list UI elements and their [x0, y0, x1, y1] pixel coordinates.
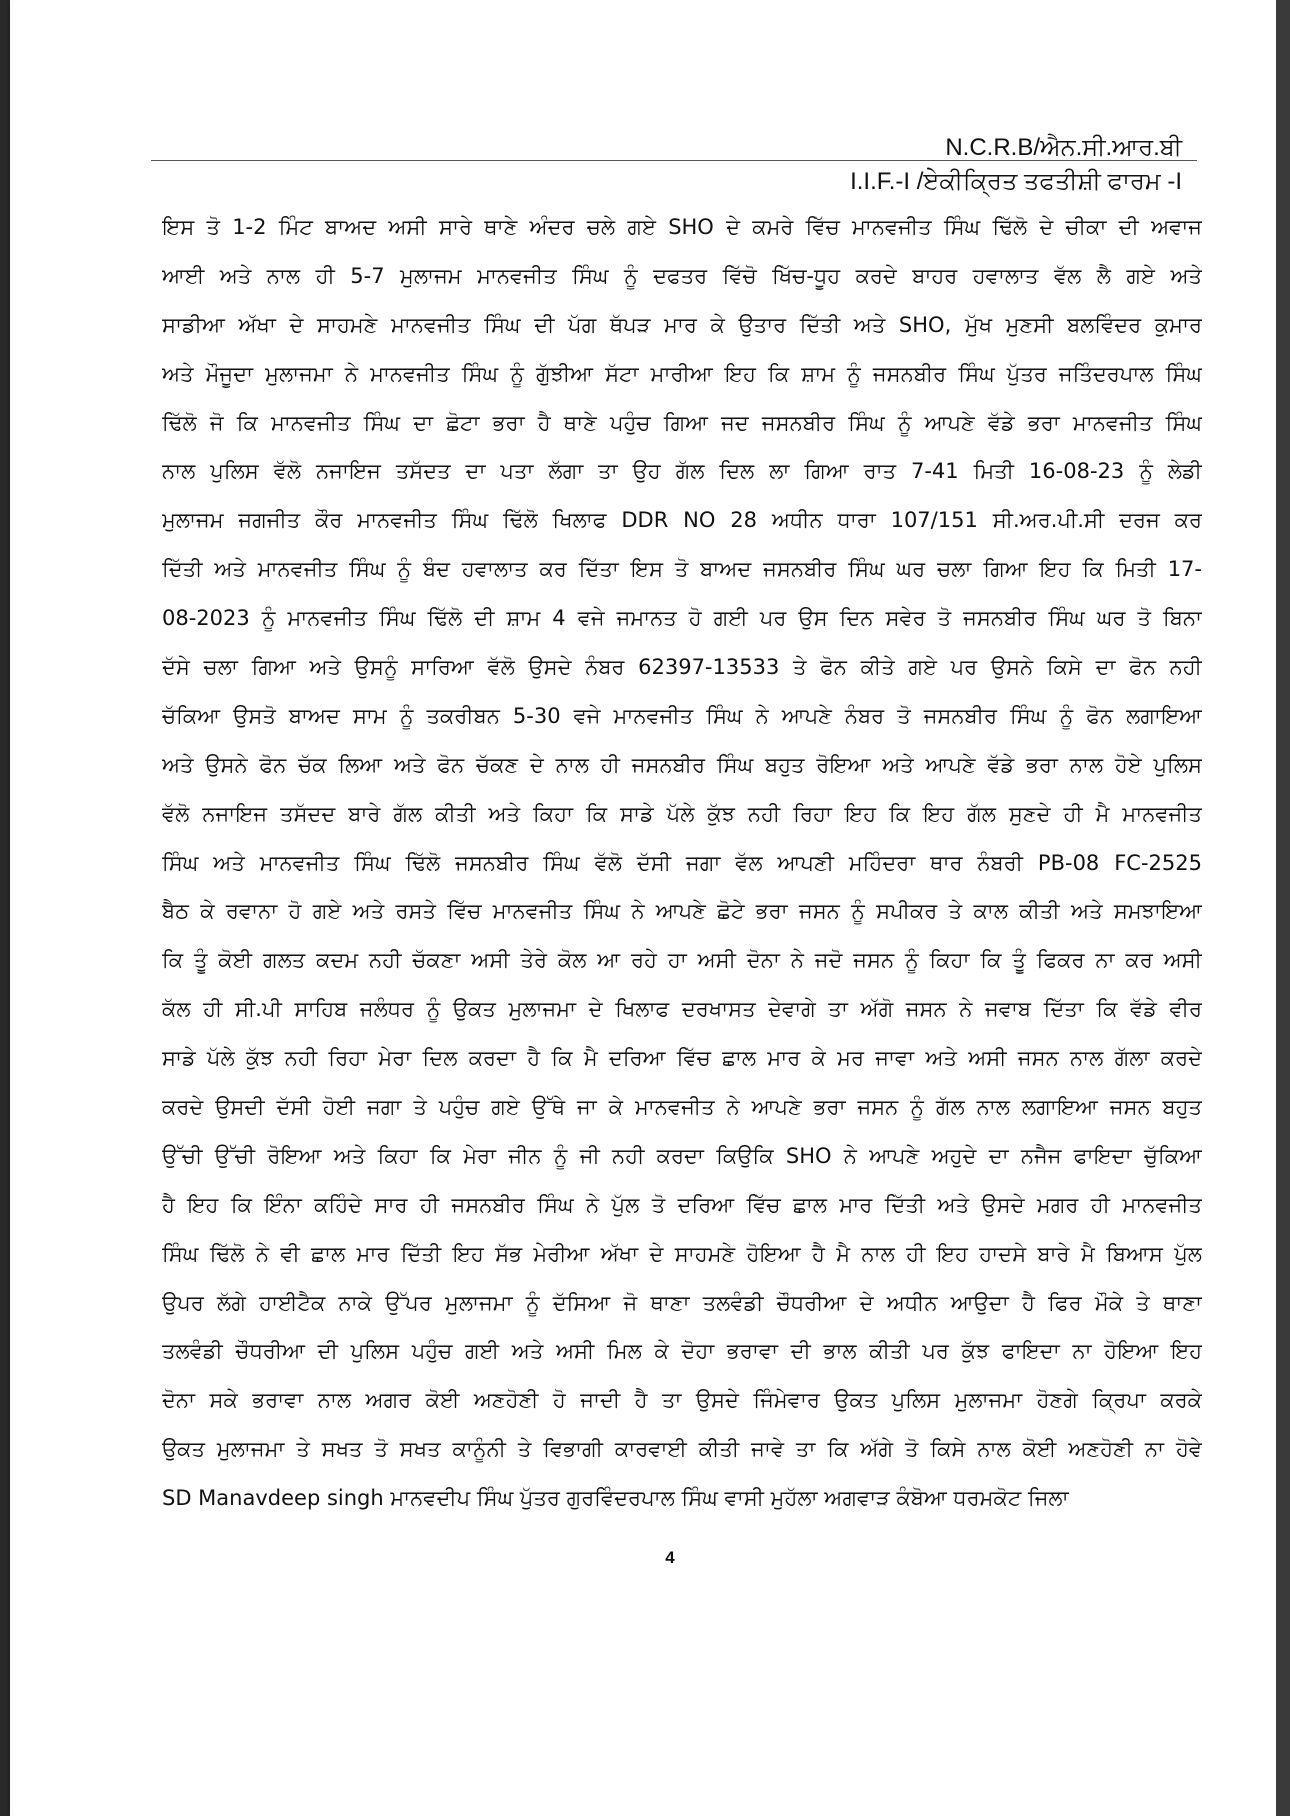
body-text — [162, 203, 1202, 1523]
text-line: SD Manavdeep singh ਮਾਨਵਦੀਪ ਸਿੰਘ ਪੁੱਤਰ ਗੁਰਵਿੰਦਰਪਾਲ ਸਿੰਘ ਵਾਸੀ ਮੁਹੱਲਾ ਅਗਵਾੜ ਕੰਬੋਆ ਧਰਮਕੋਟ ਜਿਲਾ — [162, 1486, 1069, 1511]
header-subtitle: I.I.F.-I /ਏਕੀਕ੍ਰਿਤ ਤਫਤੀਸ਼ੀ ਫਾਰਮ -I — [850, 168, 1182, 195]
header-title: N.C.R.B/ਐਨ.ਸੀ.ਆਰ.ਬੀ — [945, 134, 1182, 161]
text-line: ਸਾਡੀਆ ਅੱਖਾ ਦੇ ਸਾਹਮਣੇ ਮਾਨਵਜੀਤ ਸਿੰਘ ਦੀ ਪੱਗ ਥੱਪੜ ਮਾਰ ਕੇ ਉਤਾਰ ਦਿੱਤੀ ਅਤੇ SHO, ਮੁੱਖ ਮੁਣਸੀ ਬਲਵਿੰਦਰ ਕੁਮਾਰ — [162, 312, 1202, 337]
text-line: ਸਿੰਘ ਅਤੇ ਮਾਨਵਜੀਤ ਸਿੰਘ ਢਿੱਲੋ ਜਸਨਬੀਰ ਸਿੰਘ ਵੱਲੋ ਦੱਸੀ ਜਗਾ ਵੱਲ ਆਪਣੀ ਮਹਿੰਦਰਾ ਥਾਰ ਨੰਬਰੀ PB-08 FC-2525 — [162, 850, 1202, 875]
text-line: ਨਾਲ ਪੁਲਿਸ ਵੱਲੋ ਨਜਾਇਜ ਤਸੱਦਤ ਦਾ ਪਤਾ ਲੱਗਾ ਤਾ ਉਹ ਗੱਲ ਦਿਲ ਲਾ ਗਿਆ ਰਾਤ 7-41 ਮਿਤੀ 16-08-23 ਨੂੰ ਲੇਡੀ — [162, 459, 1202, 484]
text-line: ਇਸ ਤੋ 1-2 ਮਿੰਟ ਬਾਅਦ ਅਸੀ ਸਾਰੇ ਥਾਣੇ ਅੰਦਰ ਚਲੇ ਗਏ SHO ਦੇ ਕਮਰੇ ਵਿੱਚ ਮਾਨਵਜੀਤ ਸਿੰਘ ਢਿੱਲੋ ਦੇ ਚੀਕਾ ਦੀ ਅਵਾਜ — [162, 215, 1202, 239]
text-line: ਆਈ ਅਤੇ ਨਾਲ ਹੀ 5-7 ਮੁਲਾਜਮ ਮਾਨਵਜੀਤ ਸਿੰਘ ਨੂੰ ਦਫਤਰ ਵਿੱਚੋ ਖਿੱਚ-ਧੂਹ ਕਰਦੇ ਬਾਹਰ ਹਵਾਲਾਤ ਵੱਲ ਲੈ ਗਏ ਅਤੇ — [162, 263, 1202, 288]
text-line: ਦੋਨਾ ਸਕੇ ਭਰਾਵਾ ਨਾਲ ਅਗਰ ਕੋਈ ਅਣਹੋਣੀ ਹੋ ਜਾਦੀ ਹੈ ਤਾ ਉਸਦੇ ਜਿੰਮੇਵਾਰ ਉਕਤ ਪੁਲਿਸ ਮੁਲਾਜਮਾ ਹੋਣਗੇ ਕ੍ਰਿਪਾ ਕਰਕੇ — [162, 1388, 1202, 1413]
text-line: ਕੱਲ ਹੀ ਸੀ.ਪੀ ਸਾਹਿਬ ਜਲੰਧਰ ਨੂੰ ਉਕਤ ਮੁਲਾਜਮਾ ਦੇ ਖਿਲਾਫ ਦਰਖਾਸਤ ਦੇਵਾਗੇ ਤਾ ਅੱਗੋ ਜਸਨ ਨੇ ਜਵਾਬ ਦਿੱਤਾ ਕਿ ਵੱਡੇ ਵੀਰ — [162, 997, 1202, 1022]
text-line: ਸਿੰਘ ਢਿੱਲੋ ਨੇ ਵੀ ਛਾਲ ਮਾਰ ਦਿੱਤੀ ਇਹ ਸੱਭ ਮੇਰੀਆ ਅੱਖਾ ਦੇ ਸਾਹਮਣੇ ਹੋਇਆ ਹੈ ਮੈ ਨਾਲ ਹੀ ਇਹ ਹਾਦਸੇ ਬਾਰੇ ਮੈ ਬਿਆਸ ਪੁੱਲ — [162, 1241, 1202, 1266]
text-line: ਉਪਰ ਲੱਗੇ ਹਾਈਟੈਕ ਨਾਕੇ ਉੱਪਰ ਮੁਲਾਜਮਾ ਨੂੰ ਦੱਸਿਆ ਜੋ ਥਾਣਾ ਤਲਵੰਡੀ ਚੌਧਰੀਆ ਦੇ ਅਧੀਨ ਆਉਦਾ ਹੈ ਫਿਰ ਮੌਕੇ ਤੇ ਥਾਣਾ — [162, 1290, 1202, 1315]
document-page — [10, 0, 1276, 1816]
text-line: ਸਾਡੇ ਪੱਲੇ ਕੁੱਝ ਨਹੀ ਰਿਹਾ ਮੇਰਾ ਦਿਲ ਕਰਦਾ ਹੈ ਕਿ ਮੈ ਦਰਿਆ ਵਿੱਚ ਛਾਲ ਮਾਰ ਕੇ ਮਰ ਜਾਵਾ ਅਤੇ ਅਸੀ ਜਸਨ ਨਾਲ ਗੱਲਾ ਕਰਦੇ — [162, 1046, 1202, 1071]
text-line: ਬੈਠ ਕੇ ਰਵਾਨਾ ਹੋ ਗਏ ਅਤੇ ਰਸਤੇ ਵਿੱਚ ਮਾਨਵਜੀਤ ਸਿੰਘ ਨੇ ਆਪਣੇ ਛੋਟੇ ਭਰਾ ਜਸਨ ਨੂੰ ਸਪੀਕਰ ਤੇ ਕਾਲ ਕੀਤੀ ਅਤੇ ਸਮਝਾਇਆ — [162, 899, 1202, 924]
text-line: ਅਤੇ ਮੌਜੂਦਾ ਮੁਲਾਜਮਾ ਨੇ ਮਾਨਵਜੀਤ ਸਿੰਘ ਨੂੰ ਗੁੱਝੀਆ ਸੱਟਾ ਮਾਰੀਆ ਇਹ ਕਿ ਸ਼ਾਮ ਨੂੰ ਜਸਨਬੀਰ ਸਿੰਘ ਪੁੱਤਰ ਜਤਿੰਦਰਪਾਲ ਸਿੰਘ — [162, 361, 1202, 386]
text-line: ਦਿੱਤੀ ਅਤੇ ਮਾਨਵਜੀਤ ਸਿੰਘ ਨੂੰ ਬੰਦ ਹਵਾਲਾਤ ਕਰ ਦਿੱਤਾ ਇਸ ਤੋ ਬਾਅਦ ਜਸਨਬੀਰ ਸਿੰਘ ਘਰ ਚਲਾ ਗਿਆ ਇਹ ਕਿ ਮਿਤੀ 17- — [162, 557, 1202, 582]
header-divider — [151, 160, 1197, 161]
text-line: ਮੁਲਾਜਮ ਜਗਜੀਤ ਕੌਰ ਮਾਨਵਜੀਤ ਸਿੰਘ ਢਿੱਲੋ ਖਿਲਾਫ DDR NO 28 ਅਧੀਨ ਧਾਰਾ 107/151 ਸੀ.ਅਰ.ਪੀ.ਸੀ ਦਰਜ ਕਰ — [162, 508, 1202, 533]
text-line: ਢਿੱਲੋ ਜੋ ਕਿ ਮਾਨਵਜੀਤ ਸਿੰਘ ਦਾ ਛੋਟਾ ਭਰਾ ਹੈ ਥਾਣੇ ਪਹੁੰਚ ਗਿਆ ਜਦ ਜਸਨਬੀਰ ਸਿੰਘ ਨੂੰ ਆਪਣੇ ਵੱਡੇ ਭਰਾ ਮਾਨਵਜੀਤ ਸਿੰਘ — [162, 410, 1202, 435]
text-line: ਉੱਚੀ ਉੱਚੀ ਰੋਇਆ ਅਤੇ ਕਿਹਾ ਕਿ ਮੇਰਾ ਜੀਨ ਨੂੰ ਜੀ ਨਹੀ ਕਰਦਾ ਕਿਉਕਿ SHO ਨੇ ਆਪਣੇ ਅਹੁਦੇ ਦਾ ਨਜੈਜ ਫਾਇਦਾ ਚੁੱਕਿਆ — [162, 1143, 1202, 1168]
text-line: ਵੱਲੋ ਨਜਾਇਜ ਤਸੱਦਦ ਬਾਰੇ ਗੱਲ ਕੀਤੀ ਅਤੇ ਕਿਹਾ ਕਿ ਸਾਡੇ ਪੱਲੇ ਕੁੱਝ ਨਹੀ ਰਿਹਾ ਇਹ ਕਿ ਇਹ ਗੱਲ ਸੁਣਦੇ ਹੀ ਮੈ ਮਾਨਵਜੀਤ — [162, 801, 1202, 826]
viewer-frame-edge — [1276, 0, 1290, 1816]
text-line: ਦੱਸੇ ਚਲਾ ਗਿਆ ਅਤੇ ਉਸਨੂੰ ਸਾਰਿਆ ਵੱਲੋ ਉਸਦੇ ਨੰਬਰ 62397-13533 ਤੇ ਫੋਨ ਕੀਤੇ ਗਏ ਪਰ ਉਸਨੇ ਕਿਸੇ ਦਾ ਫੋਨ ਨਹੀ — [162, 655, 1202, 680]
text-line: 08-2023 ਨੂੰ ਮਾਨਵਜੀਤ ਸਿੰਘ ਢਿੱਲੋ ਦੀ ਸ਼ਾਮ 4 ਵਜੇ ਜਮਾਨਤ ਹੋ ਗਈ ਪਰ ਉਸ ਦਿਨ ਸਵੇਰ ਤੋ ਜਸਨਬੀਰ ਸਿੰਘ ਘਰ ਤੋ ਬਿਨਾ — [162, 606, 1202, 631]
text-line: ਚੱਕਿਆ ਉਸਤੋ ਬਾਅਦ ਸਾਮ ਨੂੰ ਤਕਰੀਬਨ 5-30 ਵਜੇ ਮਾਨਵਜੀਤ ਸਿੰਘ ਨੇ ਆਪਣੇ ਨੰਬਰ ਤੋ ਜਸਨਬੀਰ ਸਿੰਘ ਨੂੰ ਫੋਨ ਲਗਾਇਆ — [162, 703, 1202, 728]
page-number: 4 — [665, 1548, 675, 1567]
text-line: ਤਲਵੰਡੀ ਚੌਧਰੀਆ ਦੀ ਪੁਲਿਸ ਪਹੁੰਚ ਗਈ ਅਤੇ ਅਸੀ ਮਿਲ ਕੇ ਦੋਹਾ ਭਰਾਵਾ ਦੀ ਭਾਲ ਕੀਤੀ ਪਰ ਕੁੱਝ ਫਾਇਦਾ ਨਾ ਹੋਇਆ ਇਹ — [162, 1339, 1202, 1364]
text-line: ਉਕਤ ਮੁਲਾਜਮਾ ਤੇ ਸਖਤ ਤੋ ਸਖਤ ਕਾਨੂੰਨੀ ਤੇ ਵਿਭਾਗੀ ਕਾਰਵਾਈ ਕੀਤੀ ਜਾਵੇ ਤਾ ਕਿ ਅੱਗੇ ਤੋ ਕਿਸੇ ਨਾਲ ਕੋਈ ਅਣਹੋਣੀ ਨਾ ਹੋਵੇ — [162, 1437, 1202, 1462]
text-line: ਕਿ ਤੂੰ ਕੋਈ ਗਲਤ ਕਦਮ ਨਹੀ ਚੱਕਣਾ ਅਸੀ ਤੇਰੇ ਕੋਲ ਆ ਰਹੇ ਹਾ ਅਸੀ ਦੋਨਾ ਨੇ ਜਦੋ ਜਸਨ ਨੂੰ ਕਿਹਾ ਕਿ ਤੂੰ ਫਿਕਰ ਨਾ ਕਰ ਅਸੀ — [162, 948, 1202, 973]
text-line: ਹੈ ਇਹ ਕਿ ਇੰਨਾ ਕਹਿੰਦੇ ਸਾਰ ਹੀ ਜਸਨਬੀਰ ਸਿੰਘ ਨੇ ਪੁੱਲ ਤੋ ਦਰਿਆ ਵਿੱਚ ਛਾਲ ਮਾਰ ਦਿੱਤੀ ਅਤੇ ਉਸਦੇ ਮਗਰ ਹੀ ਮਾਨਵਜੀਤ — [162, 1192, 1202, 1217]
text-line: ਅਤੇ ਉਸਨੇ ਫੋਨ ਚੱਕ ਲਿਆ ਅਤੇ ਫੋਨ ਚੱਕਣ ਦੇ ਨਾਲ ਹੀ ਜਸਨਬੀਰ ਸਿੰਘ ਬਹੁਤ ਰੋਇਆ ਅਤੇ ਆਪਣੇ ਵੱਡੇ ਭਰਾ ਨਾਲ ਹੋਏ ਪੁਲਿਸ — [162, 752, 1202, 777]
text-line: ਕਰਦੇ ਉਸਦੀ ਦੱਸੀ ਹੋਈ ਜਗਾ ਤੇ ਪਹੁੰਚ ਗਏ ਉੱਥੇ ਜਾ ਕੇ ਮਾਨਵਜੀਤ ਨੇ ਆਪਣੇ ਭਰਾ ਜਸਨ ਨੂੰ ਗੱਲ ਨਾਲ ਲਗਾਇਆ ਜਸਨ ਬਹੁਤ — [162, 1095, 1202, 1120]
